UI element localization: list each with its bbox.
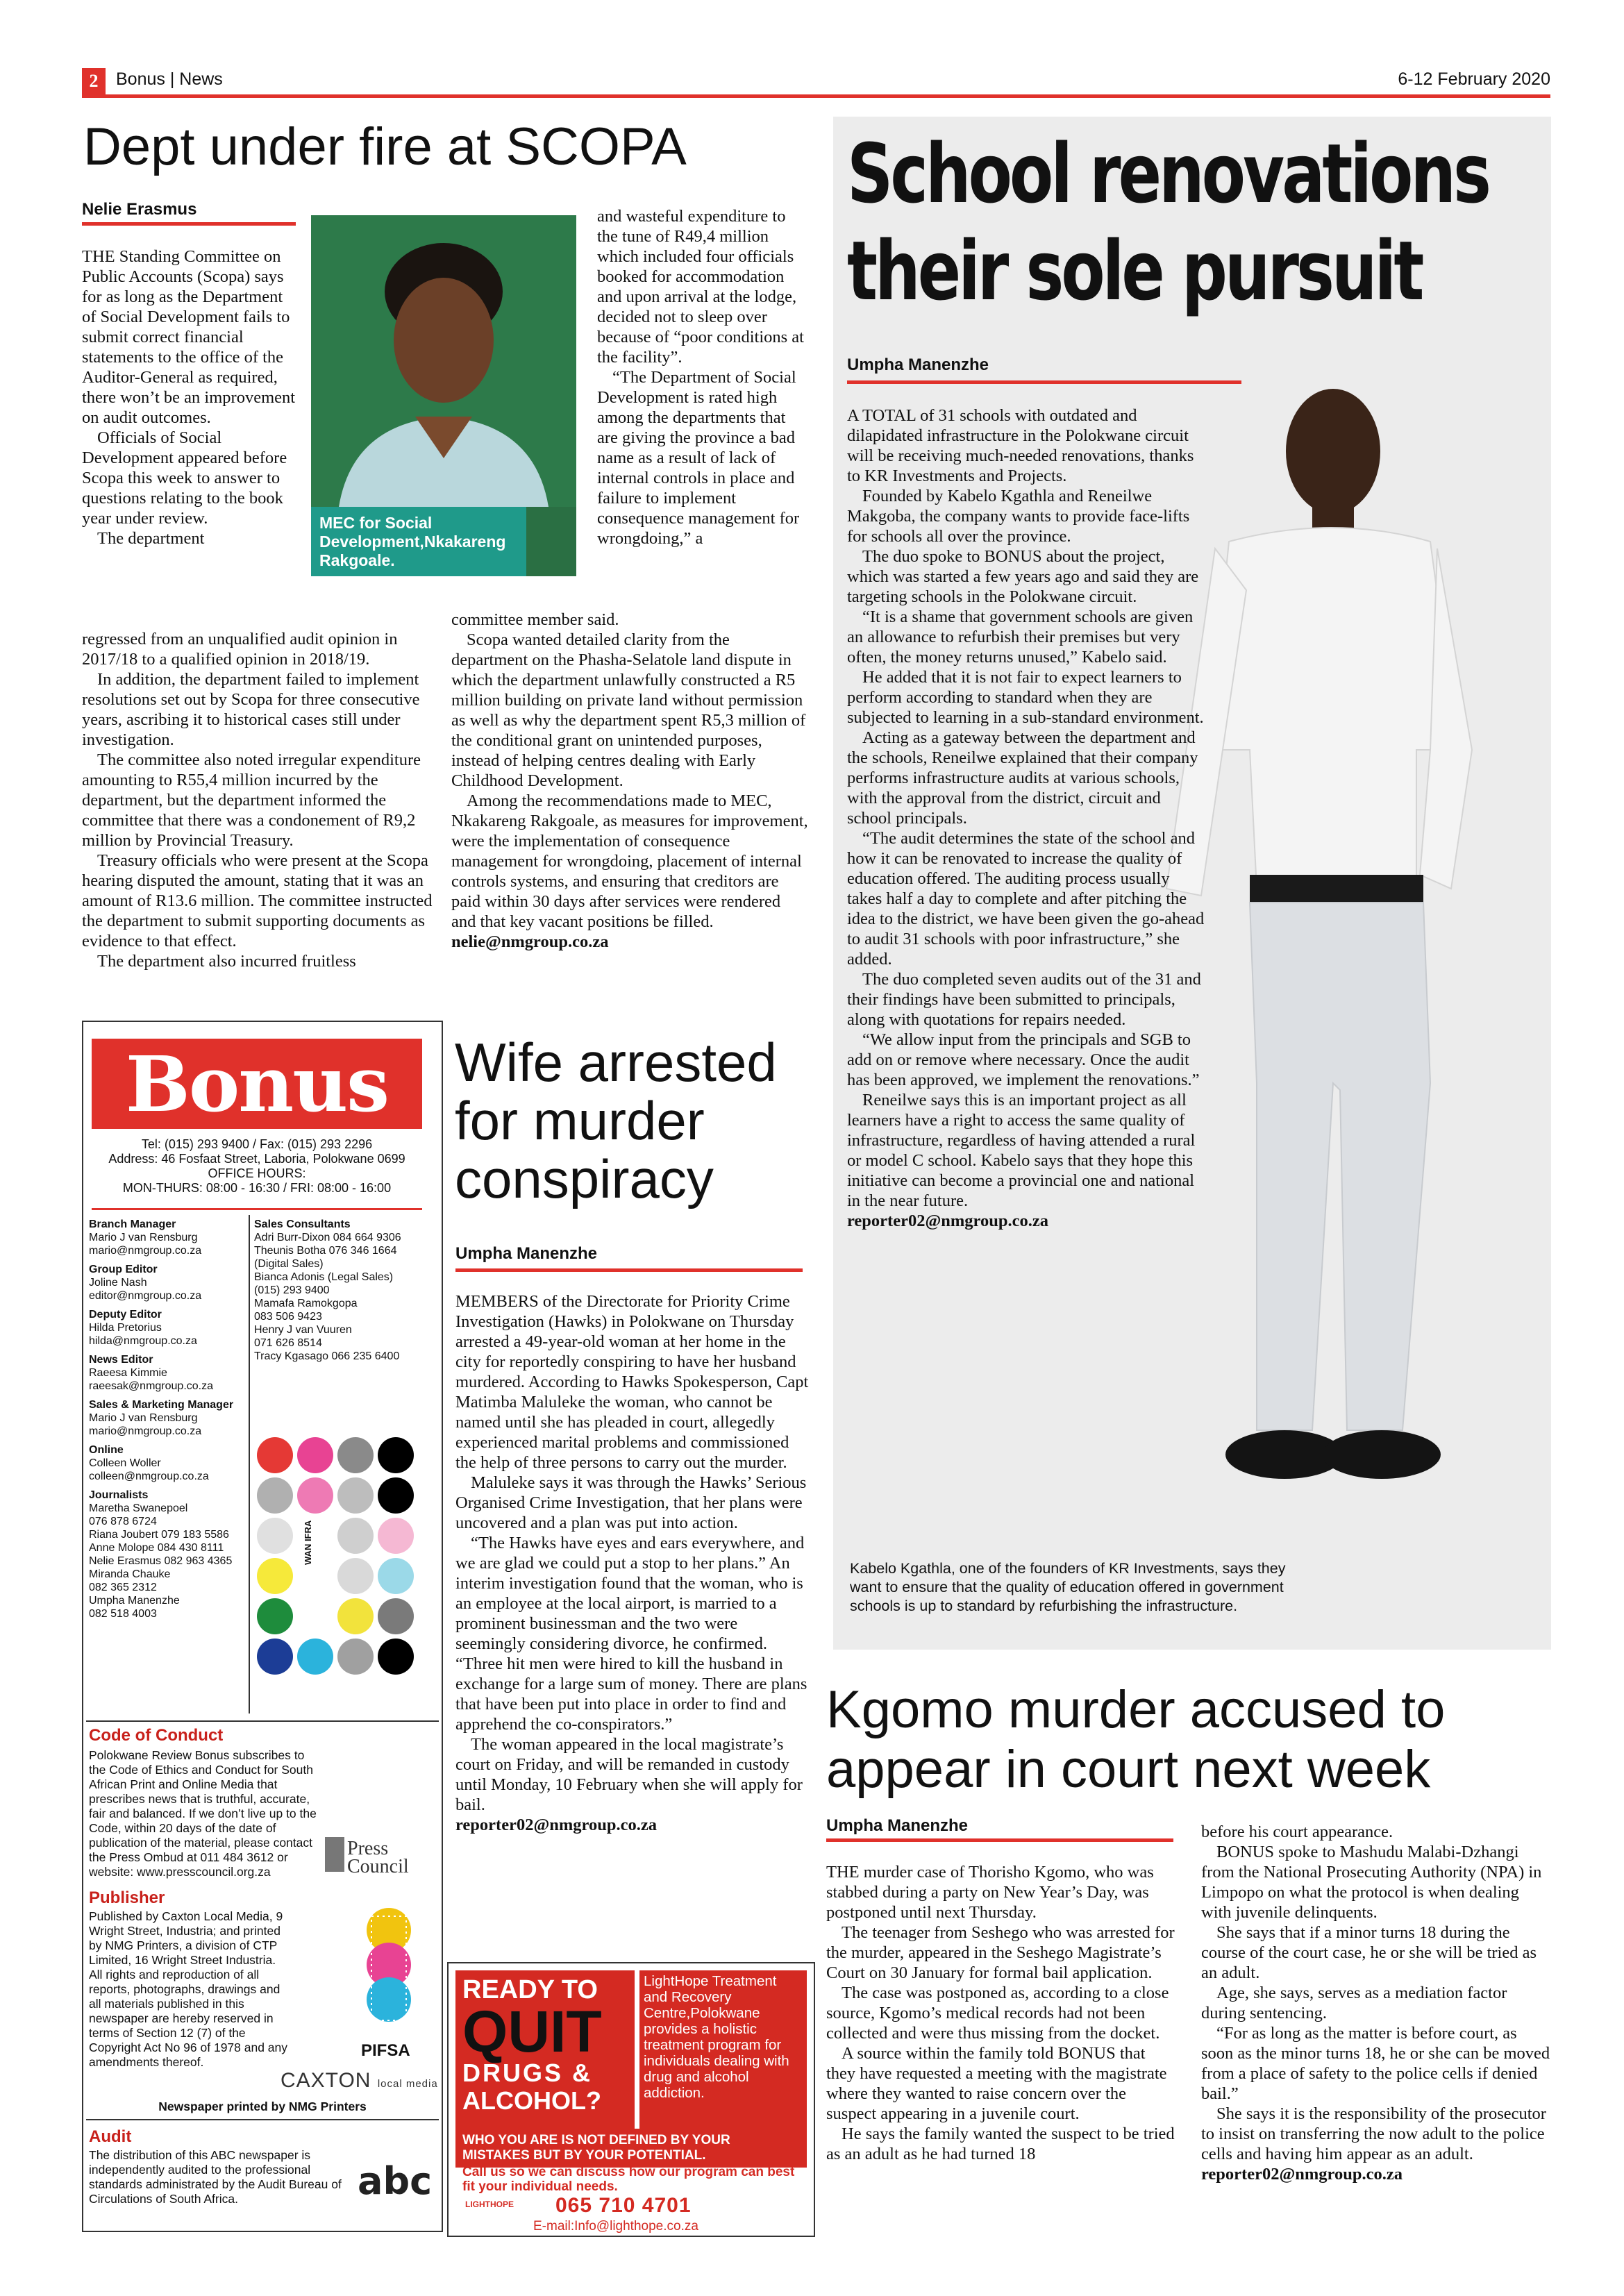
paragraph: Reneilwe says this is an important project as all learners have a right to access the same quality of infrastructure, regardless of having attended a rural or model C school. Kabelo says that they hope this initiative can become a provincial one and national in the near future.	[847, 1091, 1196, 1210]
staff-line: Miranda Chauke	[89, 1568, 171, 1580]
article1-email[interactable]: nelie@nmgroup.co.za	[451, 932, 609, 951]
header-rule	[82, 94, 1550, 98]
pifsa-logo	[351, 1902, 427, 2041]
portrait-illustration	[311, 215, 576, 507]
headline-line: appear in court next week	[826, 1740, 1431, 1799]
sales-line: Bianca Adonis (Legal Sales)	[254, 1271, 394, 1283]
ad-headline-box	[455, 1970, 635, 2129]
pifsa-label: PIFSA	[361, 2041, 410, 2060]
telephone: Tel: (015) 293 9400 / Fax: (015) 293 2296	[141, 1137, 373, 1151]
colour-dot	[257, 1518, 293, 1554]
article3-email[interactable]: reporter02@nmgroup.co.za	[455, 1816, 657, 1834]
staff-entry	[89, 1308, 249, 1348]
staff-line: 082 365 2312	[89, 1582, 157, 1593]
staff-entry	[89, 1218, 249, 1257]
colour-dot	[337, 1598, 374, 1634]
publisher-title: Publisher	[89, 1888, 165, 1907]
headline-line: Kgomo murder accused to	[826, 1680, 1446, 1739]
sales-line: (Digital Sales)	[254, 1258, 324, 1270]
colour-dot	[337, 1558, 374, 1594]
code-text: Polokwane Review Bonus subscribes to the Code of Ethics and Conduct for South African Print and Online Media that prescribes news that is truthful, accurate, fair and balanced. If we don’t live up to the Code, within 20 days of the date of publication of the material, please contact the Press Ombud at 011 484 3612 or website: www.presscouncil.org.za	[89, 1748, 317, 1879]
ad-line: READY TO	[462, 1975, 598, 2004]
masthead-rule	[92, 1208, 422, 1210]
paragraph: The woman appeared in the local magistrate’s court on Friday, and will be remanded in custody until Monday, 10 February when she will apply for bail.	[455, 1735, 803, 1814]
issue-date: 6-12 February 2020	[1398, 69, 1550, 89]
paragraph: A TOTAL of 31 schools with outdated and dilapidated infrastructure in the Polokwane circuit will be receiving much-needed renovations, thanks to KR Investments and Projects.	[847, 406, 1194, 485]
paragraph: MEMBERS of the Directorate for Priority Crime Investigation (Hawks) in Polokwane on Thursday arrested a 49-year-old woman at her home in the city for reportedly conspiring to have her husband murdered. According to Hawks Spokesperson, Capt Matimba Maluleke the woman, who cannot be named until she has pleaded in court, allegedly experienced marital problems and commissioned the help of three persons to carry out the murder.	[455, 1292, 809, 1472]
staff-line: Mario J van Rensburg	[89, 1412, 198, 1424]
sales-line: 071 626 8514	[254, 1337, 322, 1349]
staff-line[interactable]: mario@nmgroup.co.za	[89, 1245, 202, 1257]
colour-dot	[378, 1598, 414, 1634]
colour-dot	[257, 1558, 293, 1594]
paragraph: The case was postponed as, according to a close source, Kgomo’s medical records had not been collected and were thus missing from the docket.	[826, 1984, 1169, 2043]
article3-byline: Umpha Manenzhe	[455, 1244, 598, 1263]
colour-dot	[337, 1518, 374, 1554]
mec-photo	[311, 215, 576, 576]
colour-dot	[297, 1639, 333, 1675]
staff-role: Sales & Marketing Manager	[89, 1399, 234, 1411]
article1-col1-narrow	[82, 246, 299, 548]
staff-entry	[89, 1398, 249, 1438]
staff-role: Group Editor	[89, 1264, 158, 1275]
article4-col2	[1201, 1822, 1552, 2184]
colour-dot	[378, 1639, 414, 1675]
sales-line: (015) 293 9400	[254, 1284, 330, 1296]
staff-role: Branch Manager	[89, 1218, 176, 1230]
article3-headline	[455, 1033, 816, 1208]
paragraph: regressed from an unqualified audit opinion in 2017/18 to a qualified opinion in 2018/19.	[82, 630, 398, 669]
paragraph: The department also incurred fruitless	[97, 952, 356, 971]
bonus-logo-text: Bonus	[125, 1039, 389, 1129]
staff-line: Riana Joubert 079 183 5586	[89, 1529, 229, 1541]
publisher-text: Published by Caxton Local Media, 9 Wright Street, Industria; and printed by NMG Printers, a division of CTP Limited, 16 Wright Street Industria. All rights and reproduction of all reports, photographs, drawings and all materials published in this newspaper are hereby reserved in terms of Section 12 (7) of the Copyright Act No 96 of 1978 and any amendments thereof.	[89, 1909, 288, 2069]
ad-line: ALCOHOL?	[462, 2086, 601, 2115]
paragraph: “For as long as the matter is before court, as soon as the minor turns 18, he or she can be moved from a place of safety to the police cells if denied bail.”	[1201, 2024, 1550, 2103]
staff-line: Umpha Manenzhe	[89, 1595, 180, 1607]
staff-line: Nelie Erasmus 082 963 4365	[89, 1555, 233, 1567]
colour-dot	[257, 1477, 293, 1514]
article1-byline: Nelie Erasmus	[82, 200, 197, 219]
article2-body	[847, 405, 1208, 1231]
colour-dot	[378, 1437, 414, 1473]
sales-line: Tracy Kgasago 066 235 6400	[254, 1350, 400, 1362]
paragraph: “We allow input from the principals and SGB to add on or remove where necessary. Once the audit has been approved, we implement the renovations.”	[847, 1030, 1200, 1089]
paragraph: The teenager from Seshego who was arrested for the murder, appeared in the Seshego Magistrate’s Court on 30 January for formal bail application.	[826, 1923, 1175, 1982]
paragraph: He added that it is not fair to expect learners to perform according to standard when they are subjected to learning in a sub-standard environment.	[847, 668, 1204, 727]
headline-line: their sole pursuit	[847, 223, 1422, 319]
masthead-rule	[86, 2119, 439, 2120]
paragraph: BONUS spoke to Mashudu Malabi-Dzhangi from the National Prosecuting Authority (NPA) in Limpopo on what the protocol is when dealing with juvenile delinquents.	[1201, 1843, 1542, 1922]
colour-dot	[297, 1477, 333, 1514]
colour-test-strip	[254, 1430, 421, 1708]
ad-email[interactable]: E-mail:Info@lighthope.co.za	[533, 2219, 698, 2234]
paragraph: Maluleke says it was through the Hawks’ Serious Organised Crime Investigation, that her plans were uncovered and a plan was put into action.	[455, 1473, 807, 1532]
paragraph: A source within the family told BONUS that they have requested a meeting with the magistrate where they wanted to raise concern over the suspect appearing in a juvenile court.	[826, 2044, 1167, 2123]
article1-col1-wide	[82, 629, 437, 971]
byline-rule	[82, 222, 296, 226]
staff-role: News Editor	[89, 1354, 153, 1366]
staff-role: Journalists	[89, 1489, 149, 1501]
sales-title: Sales Consultants	[254, 1218, 351, 1230]
sales-line: Theunis Botha 076 346 1664	[254, 1245, 397, 1257]
caxton-logo	[281, 2069, 438, 2093]
paragraph: Acting as a gateway between the department and the schools, Reneilwe explained that their company performs infrastructure audits at various schools, with the approval from the district, circuit and school principals.	[847, 728, 1198, 828]
staff-list	[89, 1218, 249, 1620]
paragraph: In addition, the department failed to implement resolutions set out by Scopa for three consecutive years, ascribing it to historical cases still under investigation.	[82, 670, 420, 749]
paragraph: Age, she says, serves as a mediation factor during sentencing.	[1201, 1984, 1507, 2022]
masthead-rule	[86, 1720, 439, 1722]
lighthope-logo: LIGHTHOPE	[465, 2199, 514, 2209]
paragraph: Founded by Kabelo Kgathla and Reneilwe Makgoba, the company wants to provide face-lifts for schools all over the province.	[847, 487, 1190, 546]
paragraph: “The Hawks have eyes and ears everywhere, and we are glad we could put a stop to her plans.” An interim investigation found that the woman, who is an employee at the local airport, is married to a prominent businessman and the two were seemingly considering divorce, he confirmed. “Three hit men were hired to kill the husband in exchange for a large sum of money. There are plans that have been put into place in order to find and apprehend the co-conspirators.”	[455, 1534, 807, 1734]
paragraph: Officials of Social Development appeared before Scopa this week to answer to questions relating to the book year under review.	[82, 428, 287, 528]
headline-line: School renovations	[847, 126, 1489, 221]
paragraph: “The audit determines the state of the school and how it can be renovated to increase the quality of education offered. The auditing process usually takes half a day to complete and after pitching the idea to the district, we have been given the go-ahead to audit 31 schools with poor infrastructure,” she added.	[847, 829, 1205, 969]
sales-line: 083 506 9423	[254, 1311, 322, 1323]
hours-title: OFFICE HOURS:	[208, 1166, 306, 1180]
article2-headline	[847, 125, 1489, 319]
staff-line: Hilda Pretorius	[89, 1322, 162, 1334]
paragraph: before his court appearance.	[1201, 1822, 1393, 1841]
ad-line: DRUGS &	[462, 2059, 593, 2087]
colour-dot	[297, 1437, 333, 1473]
staff-entry	[89, 1353, 249, 1393]
paragraph: committee member said.	[451, 610, 619, 629]
printed-by: Newspaper printed by NMG Printers	[158, 2100, 367, 2113]
abc-logo: abc	[358, 2159, 433, 2203]
staff-line[interactable]: colleen@nmgroup.co.za	[89, 1470, 209, 1482]
paragraph: She says it is the responsibility of the prosecutor to insist on transferring the now adult to the police cells and having him appear as an adult.	[1201, 2104, 1546, 2163]
sales-line: Henry J van Vuuren	[254, 1324, 352, 1336]
article2-photo-caption: Kabelo Kgathla, one of the founders of KR Investments, says they want to ensure that the quality of education offered in government schools is up to standard by refurbishing the infrastructure.	[850, 1560, 1286, 1614]
article3-body	[455, 1291, 810, 1835]
paragraph: THE murder case of Thorisho Kgomo, who was stabbed during a party on New Year’s Day, was postponed until next Thursday.	[826, 1863, 1154, 1922]
bonus-logo	[92, 1039, 422, 1129]
wan-ifra-label: WAN IFRA	[303, 1520, 313, 1565]
ad-description: LightHope Treatment and Recovery Centre,Polokwane provides a holistic treatment program for individuals dealing with drug and alcohol addiction.	[637, 1970, 807, 2129]
sales-line: Adri Burr-Dixon 084 664 9306	[254, 1232, 401, 1243]
paragraph: Treasury officials who were present at the Scopa hearing disputed the amount, stating that it was an amount of R13.6 million. The committee instructed the department to submit supporting documents as evidence to that effect.	[82, 851, 433, 950]
section-label: Bonus | News	[116, 69, 223, 89]
paragraph: He says the family wanted the suspect to be tried as an adult as he had turned 18	[826, 2125, 1175, 2163]
address: Address: 46 Fosfaat Street, Laboria, Polokwane 0699	[108, 1152, 405, 1166]
staff-line[interactable]: mario@nmgroup.co.za	[89, 1425, 202, 1437]
paragraph: “It is a shame that government schools are given an allowance to refurbish their premises but very often, the money returns unused,” Kabelo said.	[847, 607, 1194, 667]
staff-entry	[89, 1263, 249, 1302]
staff-line[interactable]: hilda@nmgroup.co.za	[89, 1335, 197, 1347]
article4-email[interactable]: reporter02@nmgroup.co.za	[1201, 2165, 1403, 2184]
caxton-sub: local media	[377, 2078, 438, 2090]
paragraph: The duo completed seven audits out of the 31 and their findings have been submitted to principals, along with quotations for repairs needed.	[847, 970, 1201, 1029]
press-council-icon	[325, 1837, 344, 1872]
headline-line: for murder	[455, 1090, 705, 1151]
ad-call-text: Call us so we can discuss how our program can best fit your individual needs.	[462, 2165, 795, 2194]
paragraph: Among the recommendations made to MEC, Nkakareng Rakgoale, as measures for improvement, were the implementation of consequence management for wrongdoing, placement of internal controls systems, and ensuring that creditors are paid within 30 days after services were rendered and that key vacant positions be filled.	[451, 791, 808, 931]
audit-title: Audit	[89, 2127, 132, 2146]
staff-line[interactable]: editor@nmgroup.co.za	[89, 1290, 202, 1302]
colour-dot	[337, 1477, 374, 1514]
staff-line: Mario J van Rensburg	[89, 1232, 198, 1243]
ad-phone[interactable]: 065 710 4701	[555, 2194, 692, 2217]
staff-line: Joline Nash	[89, 1277, 147, 1289]
staff-line: Anne Molope 084 430 8111	[89, 1542, 224, 1554]
article1-headline: Dept under fire at SCOPA	[83, 117, 687, 176]
staff-entry	[89, 1443, 249, 1483]
colour-dot	[257, 1437, 293, 1473]
staff-line: 076 878 6724	[89, 1516, 157, 1527]
staff-line: Colleen Woller	[89, 1457, 161, 1469]
staff-line: Raeesa Kimmie	[89, 1367, 167, 1379]
staff-line[interactable]: raeesak@nmgroup.co.za	[89, 1380, 213, 1392]
colour-dot	[337, 1437, 374, 1473]
paragraph: THE Standing Committee on Public Accounts (Scopa) says for as long as the Department of Social Development fails to submit correct financial statements to the office of the Auditor-General as required, there won’t be an improvement on audit outcomes.	[82, 247, 296, 427]
headline-line: conspiracy	[455, 1148, 714, 1209]
paragraph: The duo spoke to BONUS about the project, which was started a few years ago and said they are targeting schools in the Polokwane circuit.	[847, 547, 1199, 606]
headline-line: Wife arrested	[455, 1032, 777, 1093]
code-title: Code of Conduct	[89, 1726, 224, 1745]
article4-col1	[826, 1862, 1177, 2164]
staff-entry	[89, 1489, 249, 1620]
article4-byline: Umpha Manenzhe	[826, 1816, 969, 1835]
staff-role: Deputy Editor	[89, 1309, 162, 1321]
press-council-logo: Press Council	[347, 1838, 409, 1877]
paragraph: Scopa wanted detailed clarity from the department on the Phasha-Selatole land dispute in which the department unlawfully constructed a R5 million building on private land without permission as well as why the department spent R5,3 million of the conditional grant on unintended purposes, instead of helping centres dealing with Early Childhood Development.	[451, 630, 806, 790]
colour-dot	[337, 1639, 374, 1675]
mec-photo-caption: MEC for Social Development,Nkakareng Rakgoale.	[311, 507, 526, 576]
staff-line: 082 518 4003	[89, 1608, 157, 1620]
paragraph: and wasteful expenditure to the tune of R49,4 million which included four officials booked for accommodation and upon arrival at the lodge, decided not to sleep over because of “poor conditions at the facility”.	[597, 207, 804, 367]
staff-line: Maretha Swanepoel	[89, 1502, 188, 1514]
contact-block	[92, 1137, 422, 1196]
colour-dot	[378, 1477, 414, 1514]
article1-col2-narrow	[597, 206, 805, 548]
colour-dot	[257, 1598, 293, 1634]
byline-rule	[826, 1838, 1173, 1842]
colour-dot	[378, 1558, 414, 1594]
page-number: 2	[82, 68, 106, 94]
ad-quit: QUIT	[462, 1999, 602, 2064]
article2-email[interactable]: reporter02@nmgroup.co.za	[847, 1212, 1048, 1230]
audit-text: The distribution of this ABC newspaper is independently audited to the professional standards administrated by the Audit Bureau of Circulations of South Africa.	[89, 2148, 342, 2206]
staff-role: Online	[89, 1444, 124, 1456]
paragraph: “The Department of Social Development is rated high among the departments that are giving the province a bad name as a result of lack of internal controls in place and failure to implement consequence management for wrongdoing,” a	[597, 368, 800, 548]
colour-dot	[257, 1639, 293, 1675]
sales-list	[254, 1218, 421, 1363]
byline-rule	[455, 1268, 803, 1272]
article1-col2-wide	[451, 610, 809, 952]
hours: MON-THURS: 08:00 - 16:30 / FRI: 08:00 - 16:00	[122, 1181, 392, 1195]
colour-dot	[378, 1518, 414, 1554]
article4-headline	[826, 1680, 1555, 1800]
sales-line: Mamafa Ramokgopa	[254, 1298, 358, 1309]
paragraph: The committee also noted irregular expenditure amounting to R55,4 million incurred by the department, but the department informed the committee that there was a condonement of R9,2 million by Provincial Treasury.	[82, 751, 421, 850]
caxton-word: CAXTON	[281, 2069, 371, 2092]
masthead-divider	[249, 1215, 250, 1713]
paragraph: The department	[97, 529, 205, 548]
paragraph: She says that if a minor turns 18 during the course of the court case, he or she will be tried as an adult.	[1201, 1923, 1537, 1982]
ad-tagline: WHO YOU ARE IS NOT DEFINED BY YOUR MISTAKES BUT BY YOUR POTENTIAL.	[455, 2129, 807, 2168]
article2-byline: Umpha Manenzhe	[847, 355, 989, 374]
